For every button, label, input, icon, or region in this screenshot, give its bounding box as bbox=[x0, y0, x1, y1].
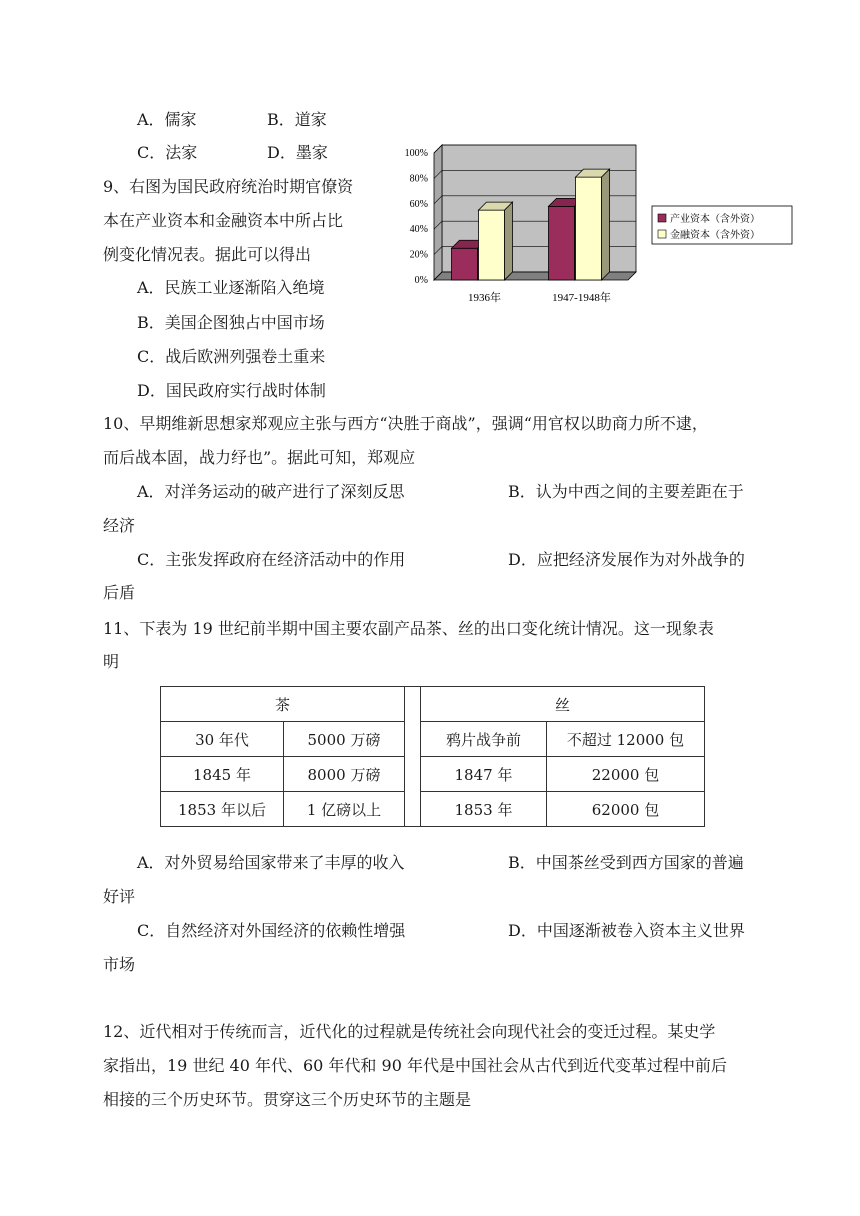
q10-option-b: B．认为中西之间的主要差距在于 bbox=[508, 482, 744, 501]
q11-stem-line-2: 明 bbox=[103, 652, 120, 671]
table-header-tea: 茶 bbox=[161, 687, 405, 722]
bar-0-0 bbox=[452, 248, 478, 280]
q9-stem-line-2: 本在产业资本和金融资本中所占比 bbox=[103, 211, 344, 230]
q8-option-a: A．儒家 bbox=[137, 110, 197, 129]
table-separator bbox=[405, 687, 421, 827]
q8-option-b: B．道家 bbox=[267, 110, 327, 129]
q12-stem-line-2: 家指出，19 世纪 40 年代、60 年代和 90 年代是中国社会从古代到近代变革过程中前后 bbox=[103, 1056, 727, 1075]
q8-option-d: D．墨家 bbox=[267, 143, 328, 162]
legend-swatch bbox=[658, 214, 666, 222]
q11-option-c: C．自然经济对外国经济的依赖性增强 bbox=[137, 921, 406, 940]
table-header-silk: 丝 bbox=[421, 687, 705, 722]
table-row bbox=[161, 792, 705, 827]
table-cell: 1 亿磅以上 bbox=[284, 792, 405, 827]
legend-label: 产业资本（含外资） bbox=[670, 214, 760, 225]
q10-option-a: A．对洋务运动的破产进行了深刻反思 bbox=[137, 482, 405, 501]
q11-option-b: B．中国茶丝受到西方国家的普遍 bbox=[508, 853, 744, 872]
x-category-label: 1936年 bbox=[468, 292, 501, 304]
q8-option-c: C．法家 bbox=[137, 143, 198, 162]
q11-option-b-cont: 好评 bbox=[103, 887, 136, 906]
q12-stem-line-1: 12、近代相对于传统而言，近代化的过程就是传统社会向现代社会的变迁过程。某史学 bbox=[103, 1022, 716, 1041]
table-cell: 22000 包 bbox=[547, 757, 705, 792]
q9-option-d: D．国民政府实行战时体制 bbox=[137, 381, 326, 400]
table-cell: 30 年代 bbox=[161, 722, 284, 757]
y-tick-label: 20% bbox=[409, 249, 428, 261]
q10-option-c: C．主张发挥政府在经济活动中的作用 bbox=[137, 550, 406, 569]
q9-option-b: B．美国企图独占中国市场 bbox=[137, 313, 325, 332]
q9-option-a: A．民族工业逐渐陷入绝境 bbox=[137, 278, 325, 297]
legend-label: 金融资本（含外资） bbox=[670, 230, 760, 241]
bar-1-1 bbox=[576, 177, 602, 280]
q11-option-d-cont: 市场 bbox=[103, 955, 136, 974]
bar-0-1 bbox=[549, 206, 575, 280]
table-row bbox=[161, 757, 705, 792]
table-cell: 1847 年 bbox=[421, 757, 547, 792]
q10-stem-line-1: 10、早期维新思想家郑观应主张与西方“决胜于商战”，强调“用官权以助商力所不逮， bbox=[103, 414, 708, 433]
bar-1-0 bbox=[479, 210, 505, 280]
table-cell: 1853 年 bbox=[421, 792, 547, 827]
x-category-label: 1947-1948年 bbox=[552, 292, 611, 304]
q10-option-b-cont: 经济 bbox=[103, 516, 136, 535]
q10-option-d-cont: 后盾 bbox=[103, 583, 136, 602]
bar-side-1-1 bbox=[602, 169, 610, 280]
y-tick-label: 80% bbox=[409, 173, 428, 185]
q9-stem-line-1: 9、右图为国民政府统治时期官僚资 bbox=[103, 177, 354, 196]
q11-stem-line-1: 11、下表为 19 世纪前半期中国主要农副产品茶、丝的出口变化统计情况。这一现象表 bbox=[103, 619, 714, 638]
y-tick-label: 100% bbox=[404, 148, 428, 159]
legend-swatch bbox=[658, 230, 666, 238]
q10-stem-line-2: 而后战本固，战力纾也”。据此可知，郑观应 bbox=[103, 448, 416, 467]
capital-share-bar-chart bbox=[396, 140, 796, 310]
q11-option-a: A．对外贸易给国家带来了丰厚的收入 bbox=[137, 853, 405, 872]
q12-stem-line-3: 相接的三个历史环节。贯穿这三个历史环节的主题是 bbox=[103, 1090, 472, 1109]
q9-option-c: C．战后欧洲列强卷土重来 bbox=[137, 347, 326, 366]
table-cell: 8000 万磅 bbox=[284, 757, 405, 792]
bar-side-1-0 bbox=[505, 202, 513, 280]
table-cell: 62000 包 bbox=[547, 792, 705, 827]
y-tick-label: 0% bbox=[414, 275, 428, 286]
table-cell: 1845 年 bbox=[161, 757, 284, 792]
table-cell: 5000 万磅 bbox=[284, 722, 405, 757]
q9-stem-line-3: 例变化情况表。据此可以得出 bbox=[103, 245, 312, 264]
y-tick-label: 40% bbox=[409, 224, 428, 236]
q10-option-d: D．应把经济发展作为对外战争的 bbox=[508, 550, 745, 569]
table-cell: 1853 年以后 bbox=[161, 792, 284, 827]
table-cell: 不超过 12000 包 bbox=[547, 722, 705, 757]
q11-option-d: D．中国逐渐被卷入资本主义世界 bbox=[508, 921, 745, 940]
chart-side-wall bbox=[434, 145, 442, 280]
y-tick-label: 60% bbox=[409, 198, 428, 210]
table-row bbox=[161, 722, 705, 757]
tea-silk-export-table bbox=[160, 686, 705, 827]
table-cell: 鸦片战争前 bbox=[421, 722, 547, 757]
